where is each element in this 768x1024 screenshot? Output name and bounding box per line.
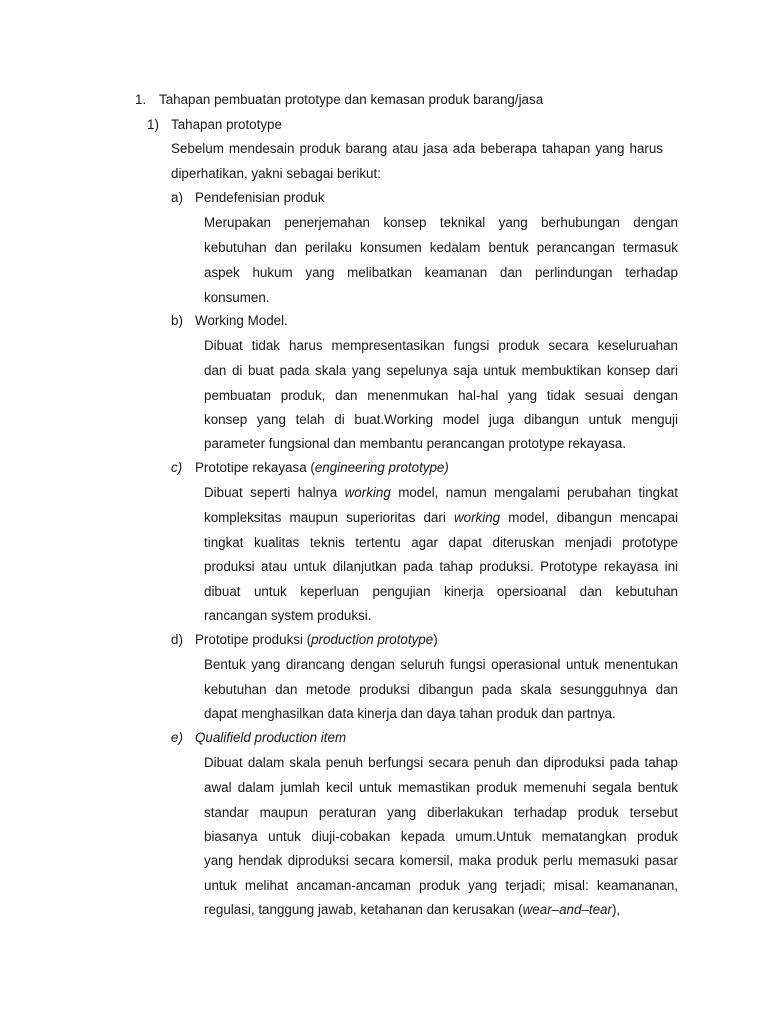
heading-number: 1. <box>135 92 147 107</box>
item-c-title-prefix: Prototipe rekayasa ( <box>195 460 315 475</box>
item-e-line-2: awal dalam jumlah kecil untuk memastikan produk memenuhi segala bentuk <box>204 780 678 795</box>
item-c-line-1-b: model, namun mengalami perubahan tingkat <box>390 485 678 500</box>
item-e-marker <box>171 730 183 746</box>
item-a-line-1: Merupakan penerjemahan konsep teknikal yang berhubungan dengan <box>204 215 678 230</box>
section-number: 1) <box>147 117 159 132</box>
item-e-title-italic: Qualifield production item <box>195 730 347 745</box>
item-e-title <box>195 730 346 746</box>
item-c-line-4: produksi atau untuk dilanjutkan pada tahap produksi. Prototype rekayasa ini <box>204 559 678 574</box>
item-c-line-2-a: kompleksitas maupun superioritas dari <box>204 510 454 525</box>
item-d-line-2: kebutuhan dan metode produksi dibangun pada skala sesungguhnya dan <box>204 682 678 697</box>
item-c-title <box>195 460 449 476</box>
item-c-line-1-a: Dibuat seperti halnya <box>204 485 345 500</box>
item-c-line-2-italic: working <box>453 510 501 525</box>
item-e-line-1: Dibuat dalam skala penuh berfungsi secara penuh dan diproduksi pada tahap <box>204 755 678 770</box>
item-c-line-1-italic: working <box>344 485 391 500</box>
item-d-title <box>195 632 438 648</box>
item-a-title: Pendefenisian produk <box>195 190 325 205</box>
item-b-line-3: pembuatan produk, dan menenmukan hal-hal yang tidak sesuai dengan <box>204 388 678 403</box>
item-a-line-4: konsumen. <box>204 290 270 305</box>
item-d-line-1: Bentuk yang dirancang dengan seluruh fungsi operasional untuk menentukan <box>204 657 678 672</box>
item-e-line-7-b: ), <box>611 902 621 917</box>
item-e-line-7 <box>204 902 620 918</box>
item-e-line-7-a: regulasi, tanggung jawab, ketahanan dan kerusakan ( <box>204 902 523 917</box>
item-e-line-7-italic: wear–and–tear <box>522 902 612 917</box>
item-e-line-4: biasanya untuk diuji-cobakan kepada umum.Untuk mematangkan produk <box>204 829 678 844</box>
item-e-marker-text: e) <box>171 730 183 745</box>
item-d-marker: d) <box>171 632 183 647</box>
item-c-marker <box>171 460 182 476</box>
item-e-line-6: untuk melihat ancaman-ancaman produk yang terjadi; misal: keamananan, <box>204 878 678 893</box>
item-c-marker-text: c) <box>171 460 183 475</box>
heading-title: Tahapan pembuatan prototype dan kemasan produk barang/jasa <box>159 92 544 107</box>
item-c-line-2-b: model, dibangun mencapai <box>500 510 678 525</box>
item-d-title-italic: production prototype <box>311 632 434 647</box>
item-b-line-1: Dibuat tidak harus mempresentasikan fungsi produk secara keseluruahan <box>204 338 678 353</box>
item-c-line-3: tingkat kualitas teknis tertentu agar dapat diteruskan menjadi prototype <box>204 535 678 550</box>
section-intro-line-2: diperhatikan, yakni sebagai berikut: <box>171 166 381 181</box>
item-b-marker: b) <box>171 313 183 328</box>
item-a-line-3: aspek hukum yang melibatkan keamanan dan perlindungan terhadap <box>204 265 678 280</box>
item-e-line-3: standar maupun peraturan yang diberlakukan terhadap produk tersebut <box>204 805 678 820</box>
item-c-line-2 <box>204 510 678 526</box>
item-b-title: Working Model. <box>195 313 288 328</box>
item-c-line-5: dibuat untuk keperluan pengujian kinerja opersioanal dan kebutuhan <box>204 584 678 599</box>
item-d-line-3: dapat menghasilkan data kinerja dan daya tahan produk dan partnya. <box>204 706 616 721</box>
item-e-line-5: yang hendak diproduksi secara komersil, maka produk perlu memasuki pasar <box>204 853 678 868</box>
item-d-title-prefix: Prototipe produksi ( <box>195 632 312 647</box>
item-a-marker: a) <box>171 190 183 205</box>
item-b-line-2: dan di buat pada skala yang sepelunya saja untuk membuktikan konsep dari <box>204 363 678 378</box>
item-b-line-5: parameter fungsional dan membantu perancangan prototype rekayasa. <box>204 436 627 451</box>
item-c-title-italic: engineering prototype) <box>314 460 449 475</box>
item-c-line-6: rancangan system produksi. <box>204 608 372 623</box>
section-title: Tahapan prototype <box>171 117 282 132</box>
section-intro-line-1: Sebelum mendesain produk barang atau jasa ada beberapa tahapan yang harus <box>171 141 663 156</box>
item-b-line-4: konsep yang telah di buat.Working model juga dibangun untuk menguji <box>204 412 678 427</box>
item-c-line-1 <box>204 485 678 501</box>
item-a-line-2: kebutuhan dan perilaku konsumen kedalam bentuk perancangan termasuk <box>204 240 678 255</box>
item-d-title-suffix: ) <box>433 632 438 647</box>
